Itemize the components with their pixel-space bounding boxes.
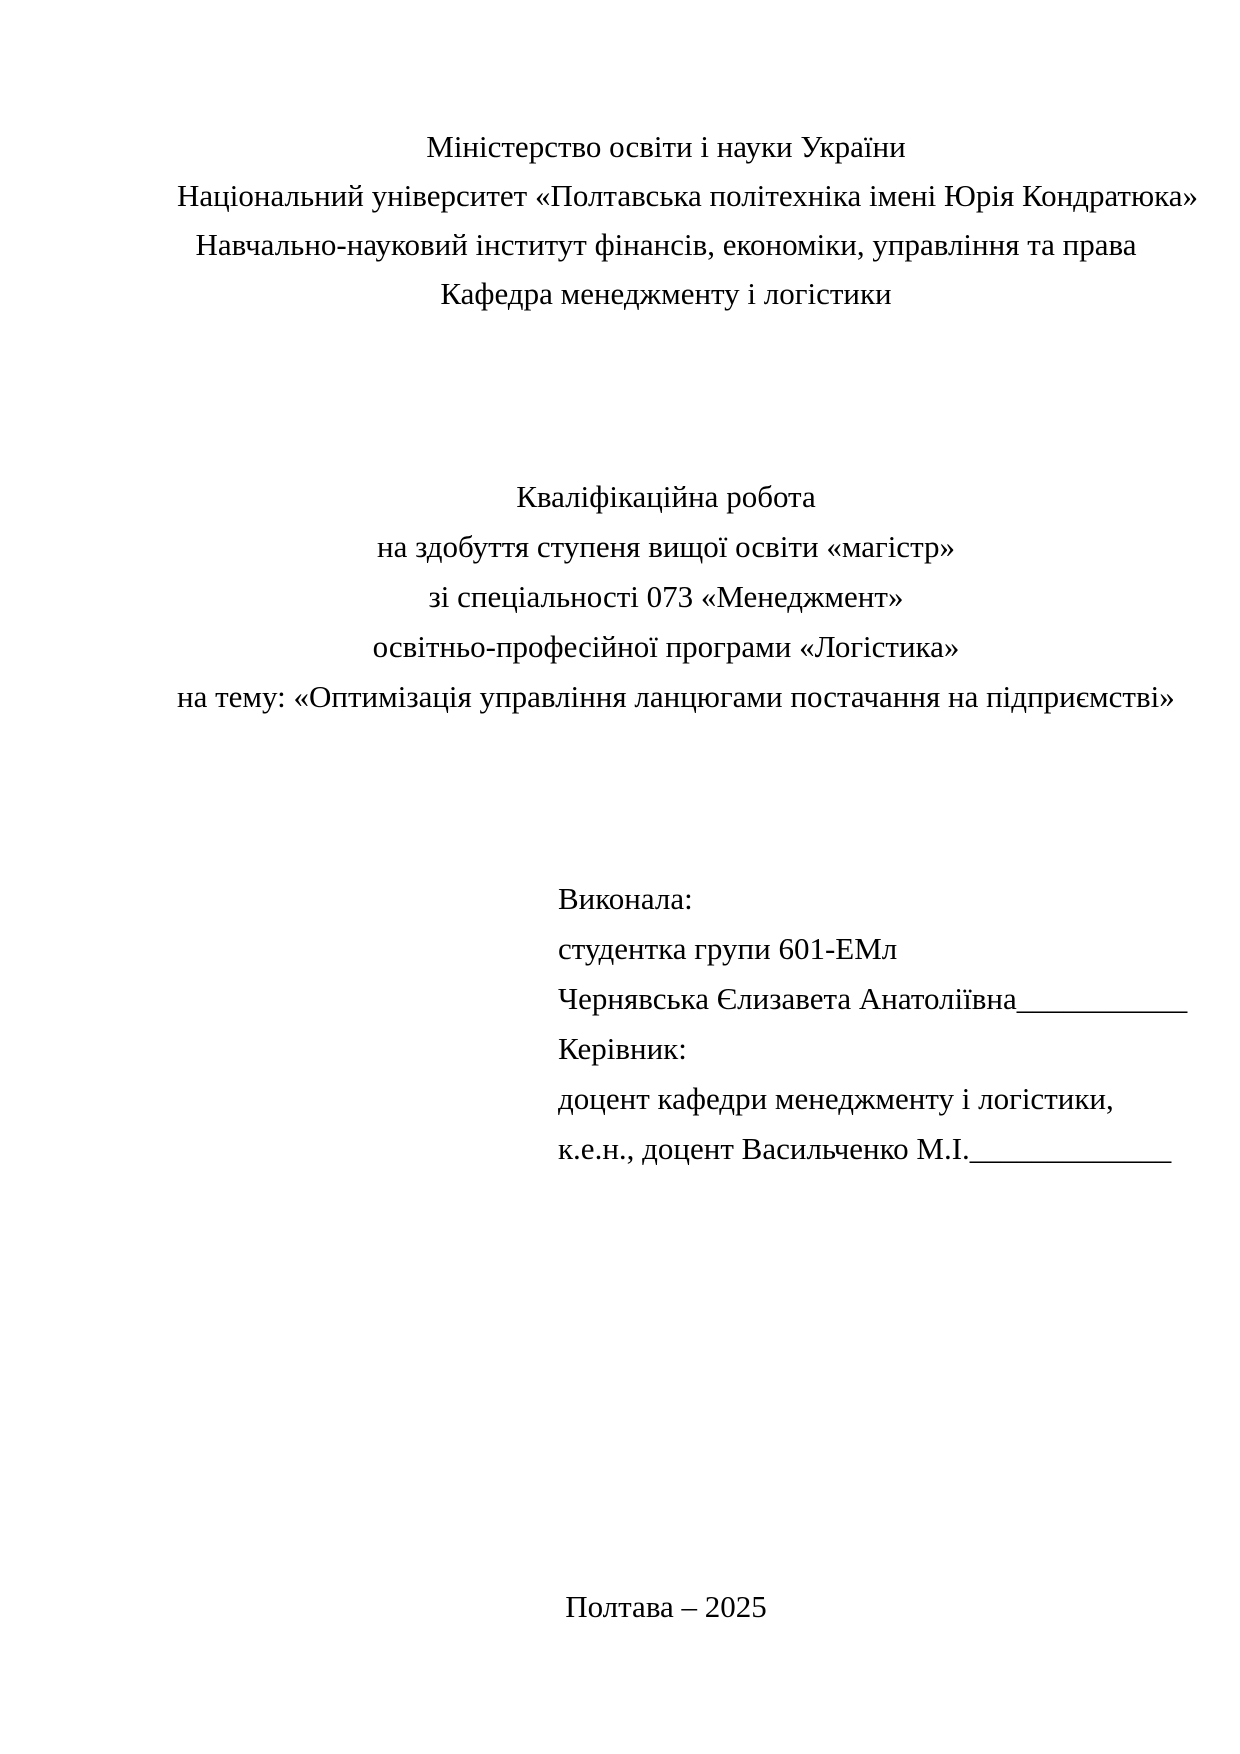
topic-line: на тему: «Оптимізація управління ланцюгами постачання на підприємстві» <box>177 679 1175 714</box>
specialty-line: зі спеціальності 073 «Менеджмент» <box>428 579 904 614</box>
supervisor-label: Керівник: <box>558 1031 687 1066</box>
department-line: Кафедра менеджменту і логістики <box>440 276 892 311</box>
footer-block <box>177 1582 1155 1632</box>
supervisor-name-signature-line: к.е.н., доцент Васильченко М.І._____________ <box>558 1131 1172 1166</box>
student-name-signature-line: Чернявська Єлизавета Анатоліївна___________ <box>558 981 1188 1016</box>
degree-line: на здобуття ступеня вищої освіти «магістр» <box>377 529 955 564</box>
city-year-line: Полтава – 2025 <box>565 1589 767 1624</box>
supervisor-position-line: доцент кафедри менеджменту і логістики, <box>558 1081 1114 1116</box>
institution-header <box>177 122 1198 318</box>
credits-block <box>558 874 1200 1174</box>
university-line: Національний університет «Полтавська політехніка імені Юрія Кондратюка» <box>177 178 1198 213</box>
ministry-line: Міністерство освіти і науки України <box>426 129 906 164</box>
work-title-block <box>177 472 1175 722</box>
executed-by-label: Виконала: <box>558 881 693 916</box>
work-type-line: Кваліфікаційна робота <box>516 479 816 514</box>
student-group-line: студентка групи 601-ЕМл <box>558 931 898 966</box>
program-line: освітньо-професійної програми «Логістика» <box>372 629 960 664</box>
institute-line: Навчально-науковий інститут фінансів, економіки, управління та права <box>195 227 1137 262</box>
